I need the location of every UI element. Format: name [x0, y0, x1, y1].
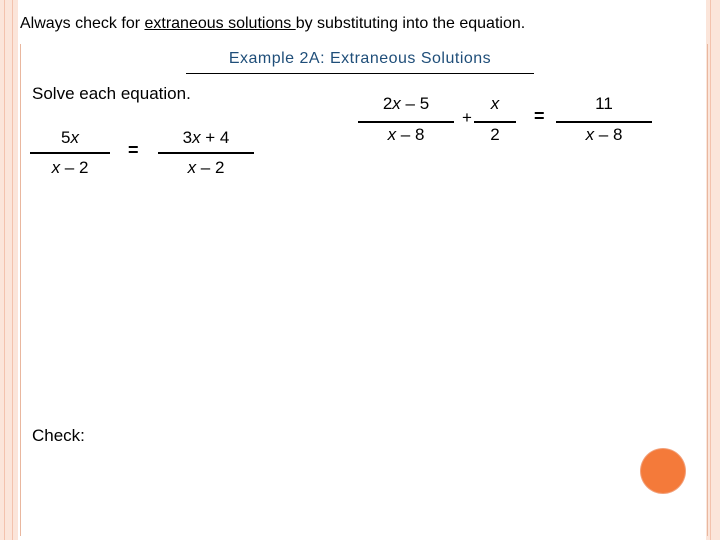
- right-decorative-border: [706, 0, 720, 540]
- eq2-second-fraction: [474, 94, 516, 148]
- eq2-second-denominator: 2: [490, 125, 500, 144]
- example-title: Example 2A: Extraneous Solutions: [228, 50, 492, 67]
- eq2-third-numerator: 11: [595, 94, 613, 113]
- eq2-third-denominator: x – 8: [585, 125, 623, 144]
- eq2-third-fraction-bar: [556, 121, 652, 123]
- eq1-right-denominator: x – 2: [187, 158, 225, 177]
- eq1-left-fraction: [30, 128, 110, 182]
- eq2-plus-sign: +: [462, 108, 472, 127]
- eq2-first-numerator: 2x – 5: [382, 94, 430, 113]
- header-prefix: Always check for: [20, 15, 145, 32]
- eq2-first-fraction-bar: [358, 121, 454, 123]
- eq2-second-numerator: x: [490, 94, 500, 113]
- eq2-equals-sign: =: [534, 106, 545, 126]
- decorative-orange-circle: [641, 449, 685, 493]
- instruction-text: Solve each equation.: [32, 84, 191, 103]
- eq1-right-fraction-bar: [158, 152, 254, 154]
- left-decorative-border: [0, 0, 18, 540]
- eq2-second-fraction-bar: [474, 121, 516, 123]
- eq1-equals-sign: =: [128, 140, 139, 160]
- eq1-right-numerator: 3x + 4: [182, 128, 230, 147]
- header-underlined-term: extraneous solutions: [144, 15, 296, 32]
- eq2-first-denominator: x – 8: [387, 125, 425, 144]
- header-text: [20, 14, 525, 34]
- eq1-left-denominator: x – 2: [51, 158, 89, 177]
- eq1-left-numerator: 5x: [61, 128, 79, 147]
- eq1-right-fraction: [158, 128, 254, 182]
- title-underline: [186, 73, 534, 74]
- eq2-third-fraction: [556, 94, 652, 148]
- eq2-first-fraction: [358, 94, 454, 148]
- eq1-left-fraction-bar: [30, 152, 110, 154]
- header-suffix: by substituting into the equation.: [295, 15, 526, 32]
- check-label: Check:: [32, 426, 85, 445]
